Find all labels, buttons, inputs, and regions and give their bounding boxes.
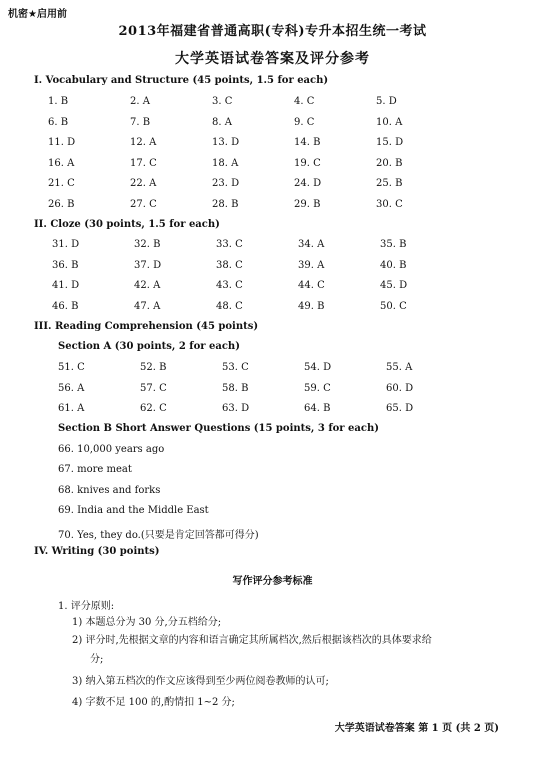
section-b-heading: Section B Short Answer Questions (15 points, 3 for each) <box>58 423 379 434</box>
answer-cell: 9. C <box>294 116 315 128</box>
answer-row <box>0 362 545 376</box>
answer-cell: 26. B <box>48 198 75 210</box>
writing-criteria-title: 写作评分参考标准 <box>232 576 313 587</box>
answer-cell: 44. C <box>298 280 325 291</box>
part1-heading: I. Vocabulary and Structure (45 points, 1.5 for each) <box>34 75 329 86</box>
answer-row <box>0 117 545 131</box>
answer-cell: 53. C <box>222 362 249 373</box>
answer-cell: 1. B <box>48 96 69 107</box>
answer-row <box>0 301 545 315</box>
answer-cell: 11. D <box>48 137 76 148</box>
answer-cell: 4. C <box>294 96 315 107</box>
answer-cell: 30. C <box>376 198 403 210</box>
answer-cell: 12. A <box>130 137 157 148</box>
scoring-item-4: 4) 字数不足 100 的,酌情扣 1~2 分; <box>72 697 235 708</box>
answer-cell: 21. C <box>48 178 75 189</box>
short-answer-66: 66. 10,000 years ago <box>58 444 165 455</box>
answer-cell: 49. B <box>298 300 325 312</box>
answer-cell: 19. C <box>294 157 321 169</box>
part2-heading: II. Cloze (30 points, 1.5 for each) <box>34 219 220 230</box>
scoring-principle: 1. 评分原则: <box>58 601 115 612</box>
short-answer-68: 68. knives and forks <box>58 485 161 496</box>
scoring-item-2-cont: 分; <box>90 654 104 665</box>
short-answer-70: 70. Yes, they do.(只要是肯定回答都可得分) <box>58 530 259 541</box>
page-footer: 大学英语试卷答案 第 1 页 (共 2 页) <box>334 723 499 734</box>
answer-cell: 16. A <box>48 157 75 169</box>
answer-cell: 57. C <box>140 382 167 394</box>
answer-row <box>0 280 545 294</box>
answer-cell: 31. D <box>52 239 80 250</box>
answer-cell: 42. A <box>134 280 161 291</box>
answer-cell: 36. B <box>52 259 79 271</box>
answer-cell: 41. D <box>52 280 80 291</box>
answer-cell: 17. C <box>130 157 157 169</box>
answer-row <box>0 158 545 172</box>
part4-heading: IV. Writing (30 points) <box>34 546 160 557</box>
answer-cell: 7. B <box>130 116 151 128</box>
answer-cell: 62. C <box>140 403 167 414</box>
confidential-mark: 机密★启用前 <box>8 9 67 20</box>
answer-cell: 24. D <box>294 178 322 189</box>
scoring-item-3: 3) 纳入第五档次的作文应该得到至少两位阅卷教师的认可; <box>72 676 329 687</box>
answer-cell: 65. D <box>386 403 414 414</box>
answer-cell: 47. A <box>134 300 161 312</box>
answer-cell: 8. A <box>212 116 232 128</box>
answer-cell: 2. A <box>130 96 150 107</box>
answer-cell: 25. B <box>376 178 403 189</box>
answer-cell: 38. C <box>216 259 243 271</box>
answer-cell: 40. B <box>380 259 407 271</box>
answer-cell: 59. C <box>304 382 331 394</box>
answer-cell: 3. C <box>212 96 233 107</box>
answer-cell: 64. B <box>304 403 331 414</box>
answer-cell: 54. D <box>304 362 332 373</box>
answer-cell: 29. B <box>294 198 321 210</box>
answer-cell: 34. A <box>298 239 325 250</box>
answer-cell: 58. B <box>222 382 249 394</box>
answer-cell: 52. B <box>140 362 167 373</box>
answer-cell: 45. D <box>380 280 408 291</box>
answer-row <box>0 96 545 110</box>
scoring-item-1: 1) 本题总分为 30 分,分五档给分; <box>72 617 222 628</box>
answer-cell: 61. A <box>58 403 85 414</box>
short-answer-69: 69. India and the Middle East <box>58 505 209 516</box>
answer-row <box>0 260 545 274</box>
answer-cell: 20. B <box>376 157 403 169</box>
answer-cell: 37. D <box>134 259 162 271</box>
answer-row <box>0 403 545 417</box>
part3-heading: III. Reading Comprehension (45 points) <box>34 321 259 332</box>
scoring-item-2: 2) 评分时,先根据文章的内容和语言确定其所属档次,然后根据该档次的具体要求给 <box>72 635 432 646</box>
answer-cell: 50. C <box>380 300 407 312</box>
answer-cell: 23. D <box>212 178 240 189</box>
answer-cell: 22. A <box>130 178 157 189</box>
answer-cell: 10. A <box>376 116 403 128</box>
answer-row <box>0 239 545 253</box>
answer-cell: 56. A <box>58 382 85 394</box>
answer-cell: 48. C <box>216 300 243 312</box>
answer-cell: 15. D <box>376 137 404 148</box>
answer-cell: 18. A <box>212 157 239 169</box>
answer-cell: 32. B <box>134 239 161 250</box>
answer-cell: 27. C <box>130 198 157 210</box>
answer-cell: 6. B <box>48 116 69 128</box>
answer-cell: 51. C <box>58 362 85 373</box>
answer-cell: 14. B <box>294 137 321 148</box>
exam-title: 2013年福建省普通高职(专科)专升本招生统一考试 <box>118 24 427 39</box>
answer-row <box>0 178 545 192</box>
answer-cell: 39. A <box>298 259 325 271</box>
answer-cell: 55. A <box>386 362 413 373</box>
answer-cell: 63. D <box>222 403 250 414</box>
answer-row <box>0 137 545 151</box>
answer-cell: 5. D <box>376 96 397 107</box>
answer-row <box>0 199 545 213</box>
answer-cell: 13. D <box>212 137 240 148</box>
answer-cell: 35. B <box>380 239 407 250</box>
short-answer-67: 67. more meat <box>58 464 132 475</box>
answer-cell: 60. D <box>386 382 414 394</box>
answer-cell: 33. C <box>216 239 243 250</box>
answer-cell: 46. B <box>52 300 79 312</box>
section-a-heading: Section A (30 points, 2 for each) <box>58 341 240 352</box>
answer-cell: 28. B <box>212 198 239 210</box>
answer-cell: 43. C <box>216 280 243 291</box>
answer-key-subtitle: 大学英语试卷答案及评分参考 <box>175 51 370 67</box>
answer-row <box>0 383 545 397</box>
